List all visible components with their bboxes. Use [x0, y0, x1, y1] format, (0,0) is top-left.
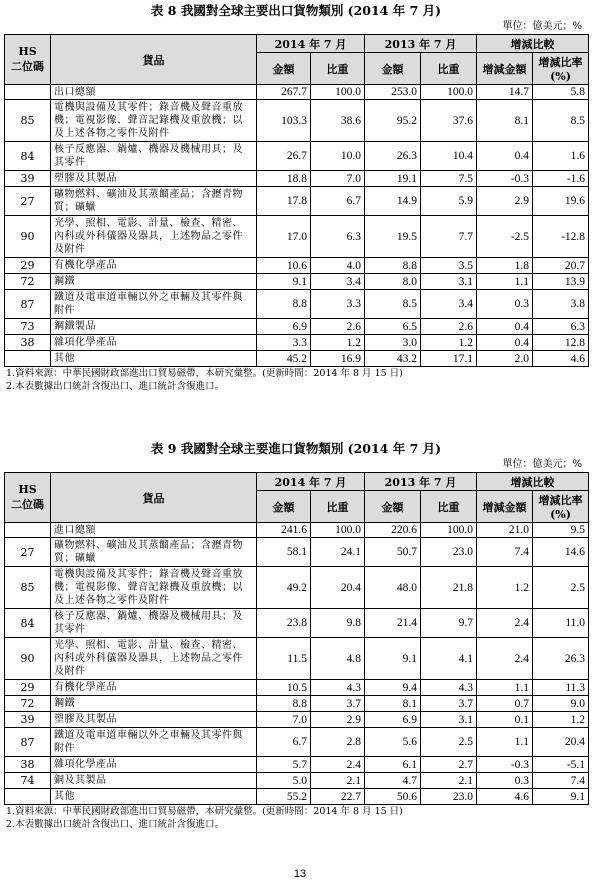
table-row: [5, 523, 589, 538]
amount-2013-cell: 26.3: [365, 142, 421, 171]
share-2013-cell: 3.1: [421, 712, 477, 728]
header-amount: 金額: [257, 53, 311, 85]
share-2013-cell: 2.7: [421, 757, 477, 773]
change-amount-cell: 1.1: [477, 728, 533, 757]
share-2014-cell: 20.4: [311, 567, 365, 609]
change-amount-cell: -0.3: [477, 171, 533, 187]
goods-cell: 其他: [51, 789, 257, 805]
header-change-amount: 增減金額: [477, 491, 533, 523]
amount-2013-cell: 19.1: [365, 171, 421, 187]
share-2013-cell: 9.7: [421, 609, 477, 638]
goods-cell: 光學、照相、電影、計量、檢查、精密、內科或外科儀器及器具，上述物品之零件及附件: [51, 216, 257, 258]
amount-2013-cell: 21.4: [365, 609, 421, 638]
goods-cell: 電機與設備及其零件；錄音機及聲音重放機；電視影像、聲音記錄機及重放機；以及上述各物之零件及附件: [51, 567, 257, 609]
amount-2014-cell: 23.8: [257, 609, 311, 638]
change-rate-cell: 11.0: [533, 609, 589, 638]
table-row: [5, 142, 589, 171]
share-2013-cell: 4.1: [421, 638, 477, 680]
change-rate-cell: 1.6: [533, 142, 589, 171]
share-2013-cell: 3.1: [421, 274, 477, 290]
amount-2014-cell: 17.8: [257, 187, 311, 216]
change-rate-cell: -1.6: [533, 171, 589, 187]
share-2014-cell: 1.2: [311, 335, 365, 351]
change-amount-cell: 1.2: [477, 567, 533, 609]
table-title: 表 9 我國對全球主要進口貨物類別 (2014 年 7 月): [150, 441, 442, 456]
table-8-block: [4, 2, 588, 393]
change-rate-cell: 5.8: [533, 85, 589, 100]
change-rate-cell: 9.1: [533, 789, 589, 805]
header-change-rate: 增減比率 (%): [533, 53, 589, 85]
change-amount-cell: 1.1: [477, 274, 533, 290]
amount-2014-cell: 10.5: [257, 680, 311, 696]
change-amount-cell: 21.0: [477, 523, 533, 538]
import-table: [4, 472, 589, 805]
table-row: [5, 216, 589, 258]
change-amount-cell: 0.4: [477, 142, 533, 171]
table-row: [5, 680, 589, 696]
share-2013-cell: 2.6: [421, 319, 477, 335]
table-row: [5, 351, 589, 367]
goods-cell: 塑膠及其製品: [51, 171, 257, 187]
change-rate-cell: -5.1: [533, 757, 589, 773]
hs-code-cell: 39: [5, 171, 51, 187]
goods-cell: 核子反應器、鍋爐、機器及機械用具；及其零件: [51, 609, 257, 638]
header-share: 比重: [311, 53, 365, 85]
amount-2014-cell: 8.8: [257, 696, 311, 712]
amount-2014-cell: 58.1: [257, 538, 311, 567]
share-2013-cell: 100.0: [421, 85, 477, 100]
amount-2014-cell: 55.2: [257, 789, 311, 805]
share-2013-cell: 3.4: [421, 290, 477, 319]
hs-code-cell: 85: [5, 567, 51, 609]
amount-2013-cell: 9.1: [365, 638, 421, 680]
share-2014-cell: 2.6: [311, 319, 365, 335]
share-2013-cell: 17.1: [421, 351, 477, 367]
change-rate-cell: 20.7: [533, 258, 589, 274]
amount-2013-cell: 6.9: [365, 712, 421, 728]
table-row: [5, 789, 589, 805]
share-2013-cell: 1.2: [421, 335, 477, 351]
note-definition: 2.本表數據出口統計含復出口、進口統計含復進口。: [6, 819, 225, 830]
share-2014-cell: 2.4: [311, 757, 365, 773]
amount-2014-cell: 7.0: [257, 712, 311, 728]
amount-2013-cell: 19.5: [365, 216, 421, 258]
hs-code-cell: 72: [5, 696, 51, 712]
hs-code-cell: 87: [5, 728, 51, 757]
table-9-block: [4, 440, 588, 831]
change-rate-cell: 8.5: [533, 100, 589, 142]
table-row: [5, 567, 589, 609]
amount-2013-cell: 220.6: [365, 523, 421, 538]
table-row: [5, 696, 589, 712]
share-2013-cell: 2.5: [421, 728, 477, 757]
share-2014-cell: 6.3: [311, 216, 365, 258]
goods-cell: 電機與設備及其零件；錄音機及聲音重放機；電視影像、聲音記錄機及重放機；以及上述各物之零件及附件: [51, 100, 257, 142]
change-amount-cell: 1.8: [477, 258, 533, 274]
change-rate-cell: 26.3: [533, 638, 589, 680]
amount-2014-cell: 8.8: [257, 290, 311, 319]
amount-2013-cell: 253.0: [365, 85, 421, 100]
share-2014-cell: 4.3: [311, 680, 365, 696]
goods-cell: 有機化學產品: [51, 258, 257, 274]
amount-2013-cell: 5.6: [365, 728, 421, 757]
table-row: [5, 319, 589, 335]
table-row: [5, 274, 589, 290]
goods-cell: 光學、照相、電影、計量、檢查、精密、內科或外科儀器及器具，上述物品之零件及附件: [51, 638, 257, 680]
share-2014-cell: 6.7: [311, 187, 365, 216]
amount-2013-cell: 50.6: [365, 789, 421, 805]
share-2013-cell: 23.0: [421, 538, 477, 567]
amount-2014-cell: 267.7: [257, 85, 311, 100]
change-rate-cell: 2.5: [533, 567, 589, 609]
goods-cell: 鐵道及電車道車輛以外之車輛及其零件與附件: [51, 728, 257, 757]
amount-2013-cell: 4.7: [365, 773, 421, 789]
hs-code-cell: [5, 351, 51, 367]
hs-code-cell: 85: [5, 100, 51, 142]
amount-2013-cell: 6.5: [365, 319, 421, 335]
share-2014-cell: 2.8: [311, 728, 365, 757]
change-amount-cell: 2.0: [477, 351, 533, 367]
goods-cell: 鋼鐵製品: [51, 319, 257, 335]
change-rate-cell: 19.6: [533, 187, 589, 216]
share-2013-cell: 7.7: [421, 216, 477, 258]
change-rate-cell: 11.3: [533, 680, 589, 696]
change-rate-cell: 9.0: [533, 696, 589, 712]
change-amount-cell: 2.4: [477, 638, 533, 680]
change-rate-cell: -12.8: [533, 216, 589, 258]
table-notes: [4, 805, 588, 831]
table-row: [5, 258, 589, 274]
change-amount-cell: 0.1: [477, 712, 533, 728]
share-2014-cell: 2.9: [311, 712, 365, 728]
change-amount-cell: 1.1: [477, 680, 533, 696]
hs-code-cell: 73: [5, 319, 51, 335]
share-2014-cell: 3.3: [311, 290, 365, 319]
amount-2013-cell: 8.8: [365, 258, 421, 274]
amount-2013-cell: 6.1: [365, 757, 421, 773]
amount-2014-cell: 6.9: [257, 319, 311, 335]
amount-2013-cell: 48.0: [365, 567, 421, 609]
header-year-2014: 2014 年 7 月: [257, 473, 365, 491]
share-2014-cell: 9.8: [311, 609, 365, 638]
change-rate-cell: 1.2: [533, 712, 589, 728]
amount-2014-cell: 11.5: [257, 638, 311, 680]
change-rate-cell: 13.9: [533, 274, 589, 290]
goods-cell: 礦物燃料、礦油及其蒸餾產品；含瀝青物質；礦蠟: [51, 187, 257, 216]
hs-code-cell: [5, 85, 51, 100]
table-row: [5, 638, 589, 680]
table-row: [5, 712, 589, 728]
goods-cell: 有機化學產品: [51, 680, 257, 696]
share-2014-cell: 24.1: [311, 538, 365, 567]
table-row: [5, 757, 589, 773]
note-source: 1.資料來源：中華民國財政部進出口貿易磁帶，本研究彙整。(更新時間：2014 年 8 月 15 日): [6, 368, 403, 379]
change-rate-cell: 14.6: [533, 538, 589, 567]
hs-code-cell: 39: [5, 712, 51, 728]
change-rate-cell: 6.3: [533, 319, 589, 335]
share-2014-cell: 3.7: [311, 696, 365, 712]
table-row: [5, 538, 589, 567]
header-share: 比重: [311, 491, 365, 523]
change-amount-cell: -0.3: [477, 757, 533, 773]
header-change-amount: 增減金額: [477, 53, 533, 85]
hs-code-cell: 74: [5, 773, 51, 789]
change-amount-cell: 4.6: [477, 789, 533, 805]
amount-2013-cell: 8.5: [365, 290, 421, 319]
share-2013-cell: 5.9: [421, 187, 477, 216]
amount-2013-cell: 14.9: [365, 187, 421, 216]
goods-cell: 其他: [51, 351, 257, 367]
goods-cell: 核子反應器、鍋爐、機器及機械用具；及其零件: [51, 142, 257, 171]
amount-2013-cell: 95.2: [365, 100, 421, 142]
header-amount: 金額: [365, 491, 421, 523]
header-goods: 貨品: [51, 35, 257, 85]
amount-2013-cell: 43.2: [365, 351, 421, 367]
share-2013-cell: 100.0: [421, 523, 477, 538]
change-amount-cell: 0.4: [477, 319, 533, 335]
unit-label: 單位：億美元；%: [502, 21, 582, 32]
hs-code-cell: 84: [5, 142, 51, 171]
hs-code-cell: [5, 523, 51, 538]
table-row: [5, 100, 589, 142]
hs-code-cell: [5, 789, 51, 805]
header-hs-code: HS 二位碼: [5, 473, 51, 523]
amount-2014-cell: 10.6: [257, 258, 311, 274]
hs-code-cell: 27: [5, 187, 51, 216]
header-year-2013: 2013 年 7 月: [365, 35, 477, 53]
goods-cell: 進口總額: [51, 523, 257, 538]
share-2014-cell: 4.8: [311, 638, 365, 680]
hs-code-cell: 84: [5, 609, 51, 638]
change-rate-cell: 4.6: [533, 351, 589, 367]
goods-cell: 鐵道及電車道車輛以外之車輛及其零件與附件: [51, 290, 257, 319]
hs-code-cell: 29: [5, 258, 51, 274]
header-change: 增減比較: [477, 473, 589, 491]
amount-2013-cell: 9.4: [365, 680, 421, 696]
goods-cell: 塑膠及其製品: [51, 712, 257, 728]
change-rate-cell: 3.8: [533, 290, 589, 319]
share-2013-cell: 7.5: [421, 171, 477, 187]
amount-2013-cell: 50.7: [365, 538, 421, 567]
change-rate-cell: 12.8: [533, 335, 589, 351]
amount-2014-cell: 5.0: [257, 773, 311, 789]
change-amount-cell: 0.3: [477, 773, 533, 789]
change-amount-cell: 0.7: [477, 696, 533, 712]
hs-code-cell: 29: [5, 680, 51, 696]
export-table-body: [5, 85, 589, 367]
header-share: 比重: [421, 491, 477, 523]
amount-2014-cell: 49.2: [257, 567, 311, 609]
amount-2014-cell: 3.3: [257, 335, 311, 351]
table-row: [5, 290, 589, 319]
change-amount-cell: 0.3: [477, 290, 533, 319]
change-rate-cell: 20.4: [533, 728, 589, 757]
header-amount: 金額: [365, 53, 421, 85]
amount-2014-cell: 18.8: [257, 171, 311, 187]
page-number: 13: [293, 868, 307, 880]
goods-cell: 銅及其製品: [51, 773, 257, 789]
import-table-body: [5, 523, 589, 805]
change-amount-cell: 2.9: [477, 187, 533, 216]
amount-2014-cell: 26.7: [257, 142, 311, 171]
header-change: 增減比較: [477, 35, 589, 53]
share-2013-cell: 23.0: [421, 789, 477, 805]
amount-2014-cell: 6.7: [257, 728, 311, 757]
table-row: [5, 335, 589, 351]
header-goods: 貨品: [51, 473, 257, 523]
table-notes: [4, 367, 588, 393]
amount-2013-cell: 3.0: [365, 335, 421, 351]
goods-cell: 鋼鐵: [51, 696, 257, 712]
header-year-2014: 2014 年 7 月: [257, 35, 365, 53]
table-title: 表 8 我國對全球主要出口貨物類別 (2014 年 7 月): [150, 3, 442, 18]
table-row: [5, 609, 589, 638]
hs-code-cell: 72: [5, 274, 51, 290]
header-year-2013: 2013 年 7 月: [365, 473, 477, 491]
hs-code-cell: 27: [5, 538, 51, 567]
change-amount-cell: -2.5: [477, 216, 533, 258]
note-source: 1.資料來源：中華民國財政部進出口貿易磁帶，本研究彙整。(更新時間：2014 年 8 月 15 日): [6, 806, 403, 817]
change-rate-cell: 7.4: [533, 773, 589, 789]
share-2013-cell: 37.6: [421, 100, 477, 142]
change-amount-cell: 8.1: [477, 100, 533, 142]
share-2014-cell: 16.9: [311, 351, 365, 367]
change-amount-cell: 0.4: [477, 335, 533, 351]
change-rate-cell: 9.5: [533, 523, 589, 538]
share-2014-cell: 3.4: [311, 274, 365, 290]
share-2014-cell: 22.7: [311, 789, 365, 805]
share-2013-cell: 3.7: [421, 696, 477, 712]
amount-2014-cell: 45.2: [257, 351, 311, 367]
goods-cell: 出口總額: [51, 85, 257, 100]
goods-cell: 鋼鐵: [51, 274, 257, 290]
hs-code-cell: 90: [5, 638, 51, 680]
table-row: [5, 85, 589, 100]
share-2013-cell: 4.3: [421, 680, 477, 696]
unit-label: 單位：億美元；%: [502, 459, 582, 470]
share-2014-cell: 10.0: [311, 142, 365, 171]
share-2014-cell: 4.0: [311, 258, 365, 274]
share-2013-cell: 3.5: [421, 258, 477, 274]
hs-code-cell: 38: [5, 335, 51, 351]
note-definition: 2.本表數據出口統計含復出口、進口統計含復進口。: [6, 381, 225, 392]
header-amount: 金額: [257, 491, 311, 523]
amount-2014-cell: 5.7: [257, 757, 311, 773]
amount-2013-cell: 8.0: [365, 274, 421, 290]
share-2014-cell: 7.0: [311, 171, 365, 187]
hs-code-cell: 90: [5, 216, 51, 258]
change-amount-cell: 7.4: [477, 538, 533, 567]
goods-cell: 雜項化學產品: [51, 335, 257, 351]
change-amount-cell: 14.7: [477, 85, 533, 100]
amount-2014-cell: 103.3: [257, 100, 311, 142]
header-hs-code: HS 二位碼: [5, 35, 51, 85]
share-2013-cell: 2.1: [421, 773, 477, 789]
table-row: [5, 187, 589, 216]
goods-cell: 雜項化學產品: [51, 757, 257, 773]
header-share: 比重: [421, 53, 477, 85]
table-row: [5, 728, 589, 757]
hs-code-cell: 38: [5, 757, 51, 773]
amount-2014-cell: 9.1: [257, 274, 311, 290]
share-2013-cell: 21.8: [421, 567, 477, 609]
export-table: [4, 34, 589, 367]
change-amount-cell: 2.4: [477, 609, 533, 638]
hs-code-cell: 87: [5, 290, 51, 319]
amount-2014-cell: 17.0: [257, 216, 311, 258]
table-row: [5, 773, 589, 789]
share-2014-cell: 100.0: [311, 523, 365, 538]
goods-cell: 礦物燃料、礦油及其蒸餾產品；含瀝青物質；礦蠟: [51, 538, 257, 567]
amount-2014-cell: 241.6: [257, 523, 311, 538]
header-change-rate: 增減比率 (%): [533, 491, 589, 523]
table-row: [5, 171, 589, 187]
amount-2013-cell: 8.1: [365, 696, 421, 712]
share-2013-cell: 10.4: [421, 142, 477, 171]
share-2014-cell: 100.0: [311, 85, 365, 100]
share-2014-cell: 2.1: [311, 773, 365, 789]
share-2014-cell: 38.6: [311, 100, 365, 142]
